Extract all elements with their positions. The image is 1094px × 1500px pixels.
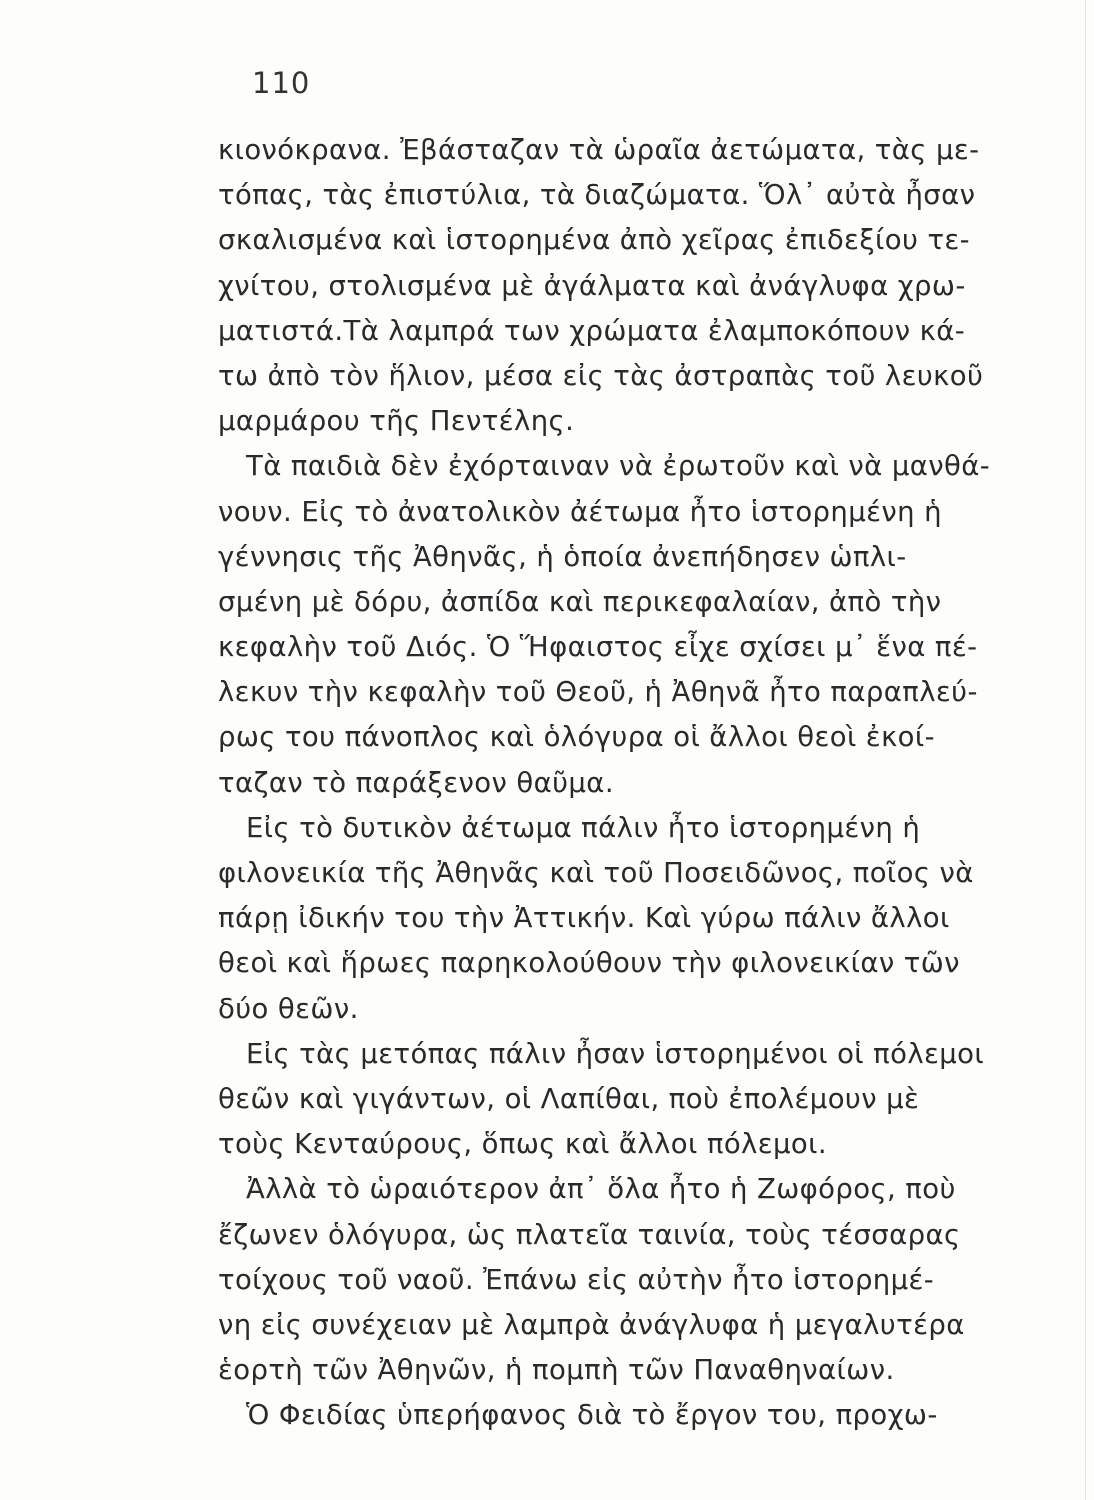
text-line: Εἰς τὸ δυτικὸν ἀέτωμα πάλιν ἦτο ἱστορημένη ἡ [246,811,921,844]
text-line: γέννησις τῆς Ἀθηνᾶς, ἡ ὁποία ἀνεπήδησεν ὡπλι- [218,540,907,573]
text-line: Τὰ παιδιὰ δὲν ἐχόρταιναν νὰ ἐρωτοῦν καὶ νὰ μανθά- [246,450,991,483]
text-line: πάρῃ ἰδικήν του τὴν Ἀττικήν. Καὶ γύρω πάλιν ἄλλοι [218,902,950,935]
text-line: ἔζωνεν ὁλόγυρα, ὡς πλατεῖα ταινία, τοὺς τέσσαρας [218,1218,961,1251]
text-line: σμένη μὲ δόρυ, ἀσπίδα καὶ περικεφαλαίαν, ἀπὸ τὴν [218,585,942,618]
body-text [218,128,1034,1438]
text-line: σκαλισμένα καὶ ἱστορημένα ἀπὸ χεῖρας ἐπιδεξίου τε- [218,224,970,257]
text-line: θεῶν καὶ γιγάντων, οἱ Λαπίθαι, ποὺ ἐπολέμουν μὲ [218,1082,920,1115]
text-line: Ὁ Φειδίας ὑπερήφανος διὰ τὸ ἔργον του, προχω- [246,1399,938,1432]
text-line: ρως του πάνοπλος καὶ ὁλόγυρα οἱ ἄλλοι θεοὶ ἐκοί- [218,721,935,754]
text-line: νουν. Εἰς τὸ ἀνατολικὸν ἀέτωμα ἦτο ἱστορημένη ἡ [218,495,942,528]
text-line: φιλονεικία τῆς Ἀθηνᾶς καὶ τοῦ Ποσειδῶνος, ποῖος νὰ [218,857,974,889]
text-line: ματιστά.Τὰ λαμπρά των χρώματα ἐλαμποκόπουν κά- [218,314,966,347]
text-line: τω ἀπὸ τὸν ἥλιον, μέσα εἰς τὰς ἀστραπὰς τοῦ λευκοῦ [218,359,984,392]
text-line: τοίχους τοῦ ναοῦ. Ἐπάνω εἰς αὐτὴν ἦτο ἱστορημέ- [218,1263,935,1296]
text-line: ταζαν τὸ παράξενον θαῦμα. [218,766,614,799]
text-line: δύο θεῶν. [218,992,359,1025]
text-line: Εἰς τὰς μετόπας πάλιν ἦσαν ἱστορημένοι οἱ πόλεμοι [246,1037,985,1070]
text-line: λεκυν τὴν κεφαλὴν τοῦ Θεοῦ, ἡ Ἀθηνᾶ ἦτο παραπλεύ- [218,676,978,709]
text-line: Ἀλλὰ τὸ ὡραιότερον ἀπ᾽ ὅλα ἦτο ἡ Ζωφόρος, ποὺ [246,1173,956,1206]
text-line: κιονόκρανα. Ἐβάσταζαν τὰ ὡραῖα ἀετώματα, τὰς με- [218,134,980,166]
text-line: νη εἰς συνέχειαν μὲ λαμπρὰ ἀνάγλυφα ἡ μεγαλυτέρα [218,1308,965,1341]
text-line: τοὺς Κενταύρους, ὅπως καὶ ἄλλοι πόλεμοι. [218,1128,827,1161]
text-line: κεφαλὴν τοῦ Διός. Ὁ Ἥφαιστος εἶχε σχίσει μ᾽ ἕνα πέ- [218,631,978,664]
page-edge [1085,0,1086,1500]
text-line: τόπας, τὰς ἐπιστύλια, τὰ διαζώματα. Ὅλ᾽ αὐτὰ ἦσαν [218,179,976,212]
text-line: ἑορτὴ τῶν Ἀθηνῶν, ἡ πομπὴ τῶν Παναθηναίων. [218,1354,895,1387]
text-line: μαρμάρου τῆς Πεντέλης. [218,405,575,438]
page-number: 110 [252,66,311,100]
text-line: θεοὶ καὶ ἥρωες παρηκολούθουν τὴν φιλονεικίαν τῶν [218,947,960,980]
text-line: χνίτου, στολισμένα μὲ ἀγάλματα καὶ ἀνάγλυφα χρω- [218,269,966,302]
